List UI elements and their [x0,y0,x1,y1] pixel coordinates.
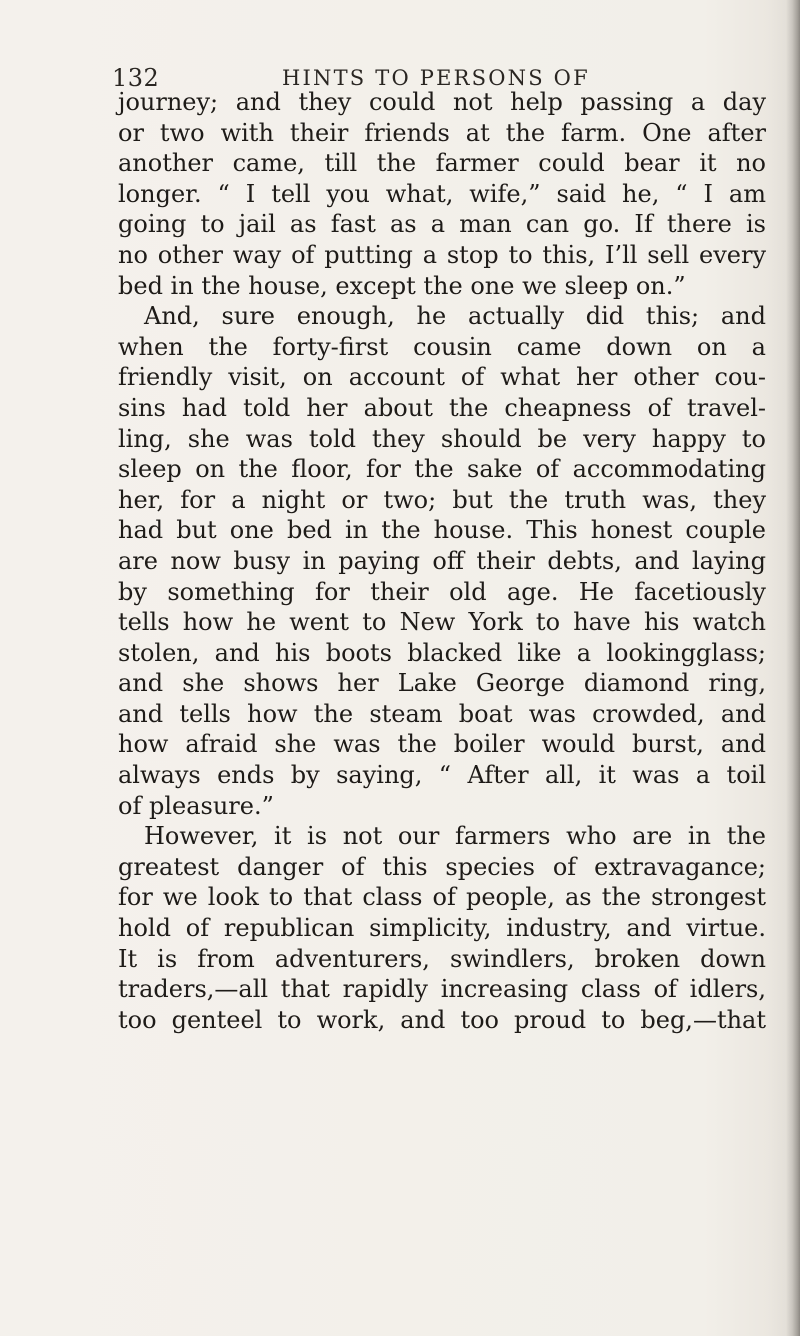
text-line: another came, till the farmer could bear it no [118,149,766,178]
text-line: ling, she was told they should be very happy to [118,424,766,453]
text-line: tells how he went to New York to have his watch [118,608,766,637]
running-head: HINTS TO PERSONS OF [282,66,590,90]
text-line: or two with their friends at the farm. One after [118,118,766,147]
text-line: too genteel to work, and too proud to beg,—that [118,1005,766,1034]
text-line: her, for a night or two; but the truth was, they [118,485,766,514]
text-line: how afraid she was the boiler would burst, and [118,730,766,759]
text-line: traders,—all that rapidly increasing class of idlers, [118,975,766,1004]
text-line: sins had told her about the cheapness of travel- [118,393,766,422]
text-line: sleep on the floor, for the sake of accommodating [118,455,766,484]
text-line: greatest danger of this species of extravagance; [118,852,766,881]
text-line: going to jail as fast as a man can go. If there is [118,210,766,239]
text-line: longer. “ I tell you what, wife,” said he, “ I am [118,179,766,208]
text-line: when the forty-first cousin came down on a [118,332,766,361]
text-line: are now busy in paying off their debts, and laying [118,546,766,575]
text-line: bed in the house, except the one we sleep on.” [118,271,686,300]
text-line: and tells how the steam boat was crowded, and [118,699,766,728]
page-number: 132 [112,64,160,92]
text-line: always ends by saying, “ After all, it was a toil [118,761,766,790]
body-text [118,87,766,1035]
text-line: of pleasure.” [118,791,274,820]
text-line: and she shows her Lake George diamond ring, [118,669,766,698]
text-line: And, sure enough, he actually did this; and [144,302,766,331]
text-line: had but one bed in the house. This honest couple [118,516,766,545]
text-line: stolen, and his boots blacked like a lookingglass; [118,638,766,667]
page-edge-shadow [786,0,800,1336]
text-line: by something for their old age. He facetiously [118,577,766,606]
text-line: no other way of putting a stop to this, I’ll sell every [118,240,766,269]
text-line: friendly visit, on account of what her other cou- [118,363,766,392]
text-line: It is from adventurers, swindlers, broken down [118,944,766,973]
text-line: However, it is not our farmers who are in the [144,822,766,851]
text-line: hold of republican simplicity, industry, and virtue. [118,914,766,943]
text-line: journey; and they could not help passing a day [118,88,766,116]
text-line: for we look to that class of people, as the strongest [118,883,766,912]
